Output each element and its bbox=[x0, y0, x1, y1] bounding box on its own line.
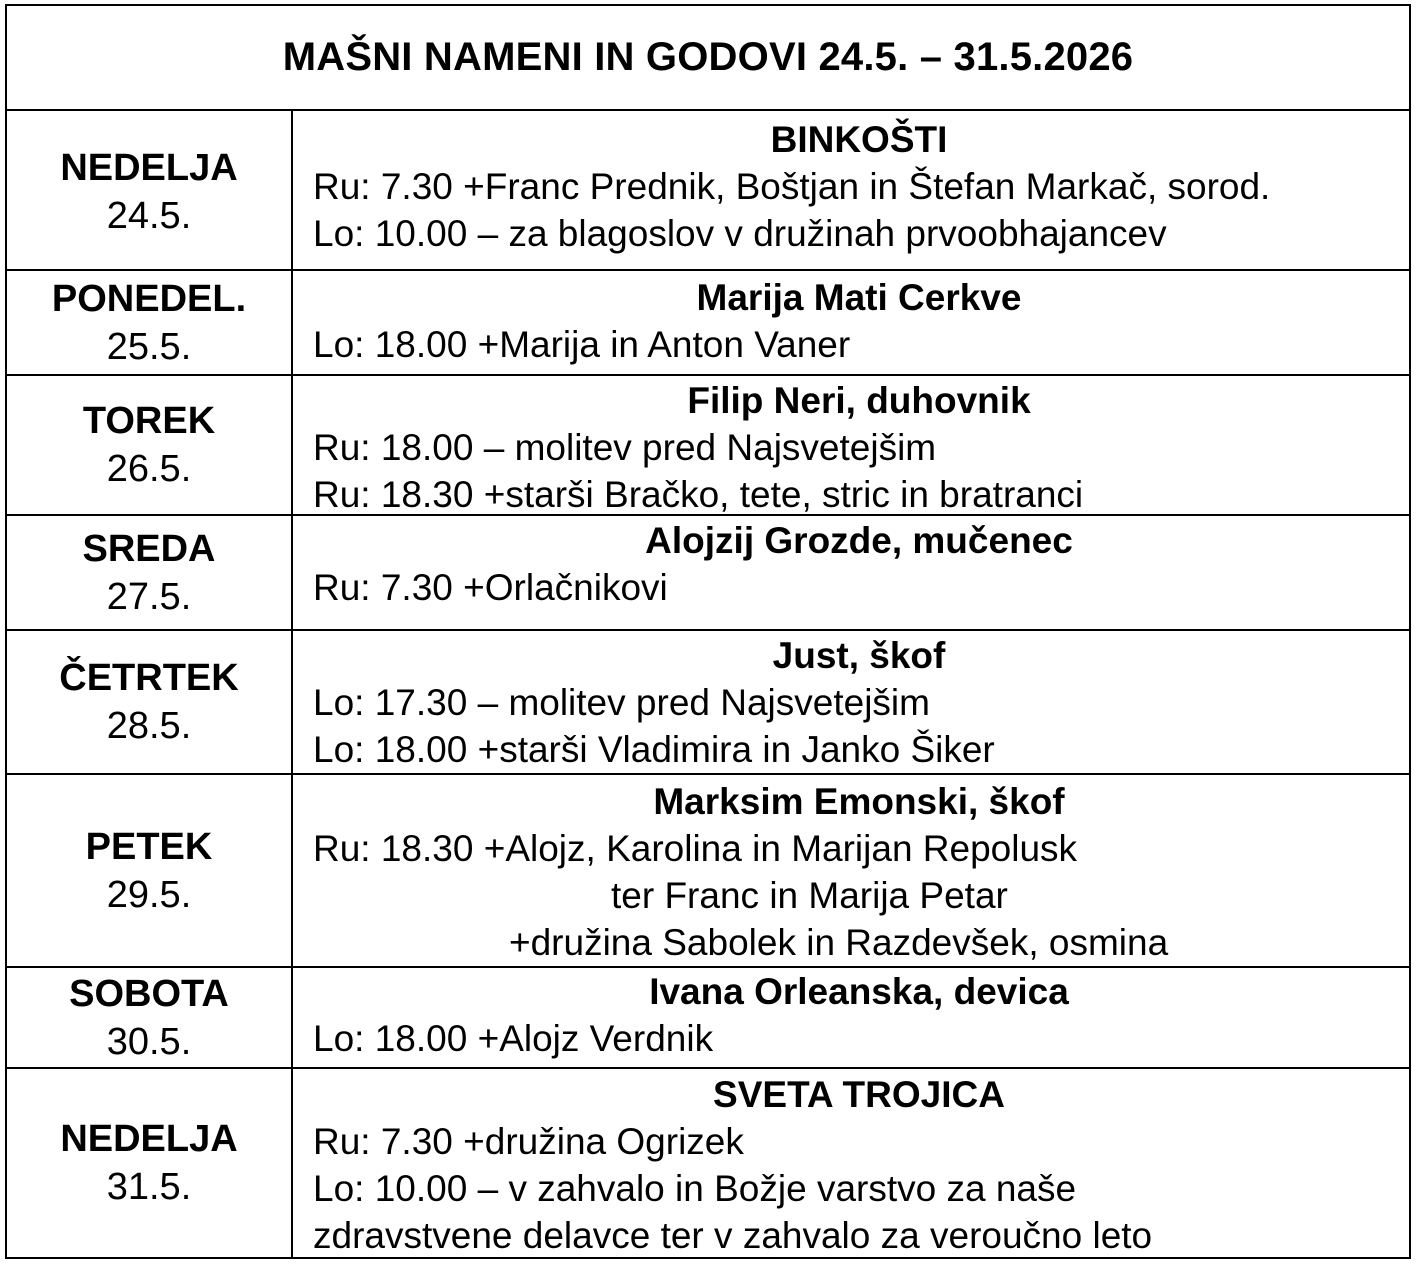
day-name: NEDELJA bbox=[60, 147, 238, 189]
day-cell bbox=[7, 376, 293, 514]
day-cell bbox=[7, 111, 293, 269]
day-date: 27.5. bbox=[106, 575, 192, 618]
intention-line: zdravstvene delavce ter v zahvalo za veroučno leto bbox=[313, 1215, 1153, 1256]
day-date: 29.5. bbox=[106, 873, 192, 916]
day-name: SREDA bbox=[82, 527, 216, 570]
feast-title: Alojzij Grozde, mučenec bbox=[645, 520, 1073, 561]
intention-line: Ru: 7.30 +Franc Prednik, Boštjan in Štefan Markač, sorod. bbox=[313, 166, 1271, 207]
intention-line: Lo: 18.00 +Marija in Anton Vaner bbox=[313, 324, 851, 365]
feast-title: BINKOŠTI bbox=[770, 119, 948, 160]
table-row bbox=[7, 775, 1409, 968]
day-name: ČETRTEK bbox=[59, 657, 239, 699]
day-name: PETEK bbox=[85, 825, 213, 868]
page-title: MAŠNI NAMENI IN GODOVI 24.5. – 31.5.2026 bbox=[7, 6, 1409, 111]
intentions-cell bbox=[293, 1069, 1409, 1257]
table-row bbox=[7, 1069, 1409, 1257]
day-name: TOREK bbox=[82, 400, 216, 442]
day-name: PONEDEL. bbox=[51, 277, 247, 320]
day-date: 31.5. bbox=[106, 1166, 192, 1208]
intention-line: Lo: 10.00 – v zahvalo in Božje varstvo za naše bbox=[313, 1168, 1077, 1209]
intentions-cell bbox=[293, 271, 1409, 374]
table-row bbox=[7, 271, 1409, 376]
intention-line: ter Franc in Marija Petar bbox=[611, 875, 1008, 916]
intentions-cell bbox=[293, 376, 1409, 514]
intentions-cell bbox=[293, 968, 1409, 1067]
day-date: 28.5. bbox=[106, 705, 192, 747]
intention-line: Lo: 18.00 +Alojz Verdnik bbox=[313, 1018, 714, 1059]
intentions-cell bbox=[293, 111, 1409, 269]
intention-line: Ru: 18.30 +starši Bračko, tete, stric in bratranci bbox=[313, 474, 1084, 515]
feast-title: Ivana Orleanska, devica bbox=[649, 971, 1069, 1012]
intentions-cell bbox=[293, 775, 1409, 966]
day-cell bbox=[7, 1069, 293, 1257]
mass-intentions-table bbox=[5, 4, 1411, 1259]
feast-title: Just, škof bbox=[772, 635, 946, 676]
day-cell bbox=[7, 271, 293, 374]
feast-title: SVETA TROJICA bbox=[713, 1074, 1005, 1115]
day-cell bbox=[7, 968, 293, 1067]
intention-line: Lo: 18.00 +starši Vladimira in Janko Šiker bbox=[313, 729, 995, 770]
intentions-cell bbox=[293, 516, 1409, 629]
intention-line: Lo: 10.00 – za blagoslov v družinah prvoobhajancev bbox=[313, 213, 1167, 254]
table-row bbox=[7, 516, 1409, 631]
day-name: SOBOTA bbox=[69, 972, 229, 1015]
day-date: 26.5. bbox=[106, 448, 192, 490]
day-cell bbox=[7, 516, 293, 629]
day-cell bbox=[7, 631, 293, 773]
table-row bbox=[7, 376, 1409, 516]
day-date: 30.5. bbox=[106, 1020, 192, 1063]
table-row bbox=[7, 631, 1409, 775]
table-row bbox=[7, 968, 1409, 1069]
intention-line: Ru: 7.30 +družina Ogrizek bbox=[313, 1121, 744, 1162]
intention-line: Ru: 18.00 – molitev pred Najsvetejšim bbox=[313, 427, 937, 468]
day-cell bbox=[7, 775, 293, 966]
day-date: 25.5. bbox=[106, 325, 192, 368]
table-row bbox=[7, 111, 1409, 271]
intention-line: Ru: 18.30 +Alojz, Karolina in Marijan Repolusk bbox=[313, 828, 1078, 869]
day-date: 24.5. bbox=[106, 195, 192, 237]
intention-line: Ru: 7.30 +Orlačnikovi bbox=[313, 567, 668, 608]
intention-line: Lo: 17.30 – molitev pred Najsvetejšim bbox=[313, 682, 930, 723]
feast-title: Filip Neri, duhovnik bbox=[687, 380, 1031, 421]
feast-title: Marija Mati Cerkve bbox=[696, 277, 1022, 318]
intention-line: +družina Sabolek in Razdevšek, osmina bbox=[509, 922, 1169, 963]
day-name: NEDELJA bbox=[60, 1118, 238, 1160]
intentions-cell bbox=[293, 631, 1409, 773]
feast-title: Marksim Emonski, škof bbox=[653, 781, 1065, 822]
